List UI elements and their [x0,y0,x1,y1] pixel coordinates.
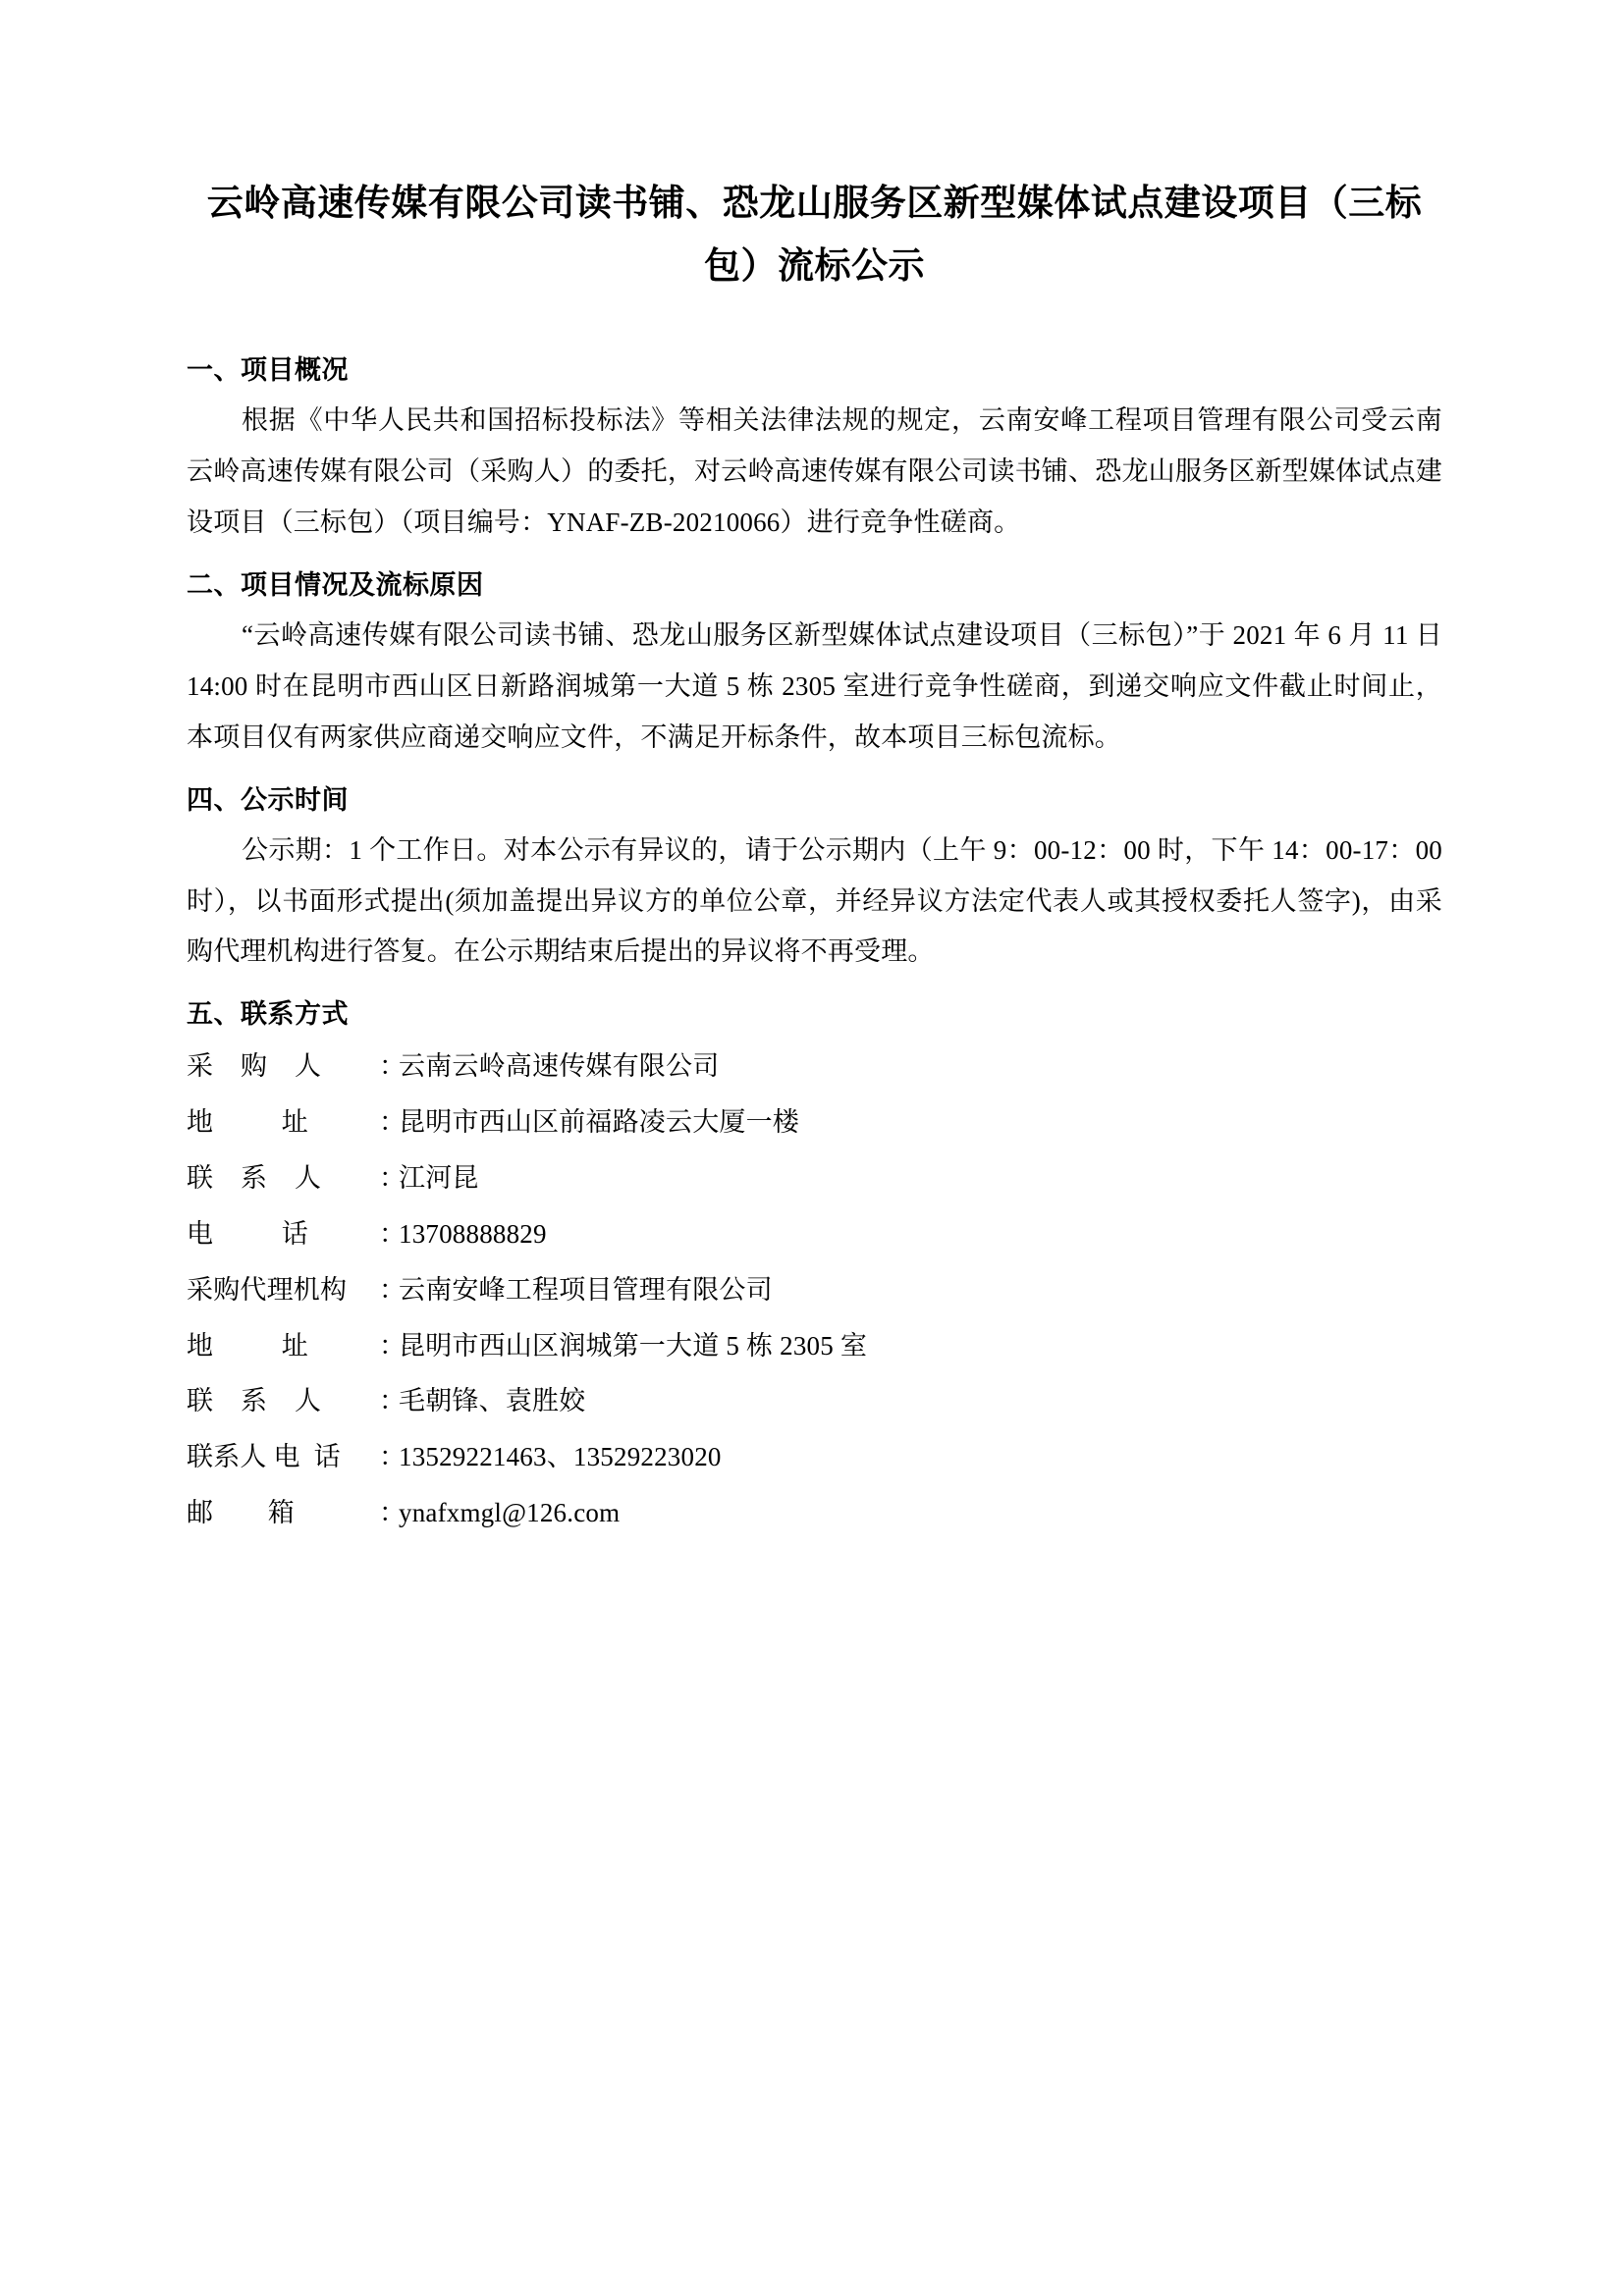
page-title: 云岭高速传媒有限公司读书铺、恐龙山服务区新型媒体试点建设项目（三标包）流标公示 [206,182,1423,287]
contact-colon: ： [379,1218,406,1249]
contact-value: 云南安峰工程项目管理有限公司 [399,1274,773,1305]
contact-colon: ： [379,1051,406,1082]
section-heading-project-overview: 一、项目概况 [187,355,349,387]
list-item [187,1488,1442,1539]
contact-colon: ： [379,1107,406,1138]
section-heading-publicity-period: 四、公示时间 [187,784,349,816]
contact-label: 采 购 人 [187,1051,322,1082]
contact-colon: ： [379,1498,406,1528]
contact-list [187,1041,1442,1538]
section-heading-failure-reason: 二、项目情况及流标原因 [187,569,484,601]
list-item [187,1209,1442,1260]
list-item [187,1376,1442,1427]
section-heading-contact: 五、联系方式 [187,999,349,1031]
contact-value: 13529221463、13529223020 [399,1442,722,1472]
contact-label: 地 址 [187,1330,308,1361]
contact-colon: ： [379,1330,406,1361]
contact-value: 昆明市西山区润城第一大道 5 栋 2305 室 [399,1330,868,1361]
contact-label: 联系人 电 话 [187,1442,341,1472]
list-item [187,1321,1442,1372]
contact-colon: ： [379,1163,406,1194]
contact-value: ynafxmgl@126.com [399,1498,621,1528]
contact-colon: ： [379,1386,406,1416]
contact-label: 采购代理机构 [187,1274,348,1305]
contact-value: 13708888829 [399,1218,547,1249]
contact-label: 地 址 [187,1107,308,1138]
contact-value: 江河昆 [399,1163,479,1194]
contact-value: 昆明市西山区前福路凌云大厦一楼 [399,1107,799,1138]
list-item [187,1097,1442,1148]
contact-colon: ： [379,1442,406,1472]
contact-label: 邮 箱 [187,1498,295,1528]
contact-value: 云南云岭高速传媒有限公司 [399,1051,720,1082]
list-item [187,1041,1442,1093]
contact-value: 毛朝锋、袁胜姣 [399,1386,586,1416]
list-item [187,1432,1442,1483]
contact-label: 联 系 人 [187,1163,322,1194]
list-item [187,1153,1442,1204]
section-paragraph-publicity-period: 公示期：1 个工作日。对本公示有异议的，请于公示期内（上午 9：00-12：00 时，下午 14：00-17：00 时），以书面形式提出(须加盖提出异议方的单位公章，并经异议方法定代表人或其授权委托人签字)，由采购代理机构进行答复。在公示期结束后提出的异议将不再受理。 [187,834,1442,967]
contact-label: 联 系 人 [187,1386,322,1416]
section-paragraph-failure-reason: “云岭高速传媒有限公司读书铺、恐龙山服务区新型媒体试点建设项目（三标包）”于 2021 年 6 月 11 日 14:00 时在昆明市西山区日新路润城第一大道 5 栋 2305 室进行竞争性磋商，到递交响应文件截止时间止，本项目仅有两家供应商递交响应文件，不满足开标条件，故本项目三标包流标。 [187,620,1442,752]
section-paragraph-project-overview: 根据《中华人民共和国招标投标法》等相关法律法规的规定，云南安峰工程项目管理有限公司受云南云岭高速传媒有限公司（采购人）的委托，对云岭高速传媒有限公司读书铺、恐龙山服务区新型媒体试点建设项目（三标包）（项目编号：YNAF-ZB-20210066）进行竞争性磋商。 [187,405,1442,538]
contact-label: 电 话 [187,1218,308,1249]
contact-colon: ： [379,1274,406,1305]
list-item [187,1265,1442,1316]
